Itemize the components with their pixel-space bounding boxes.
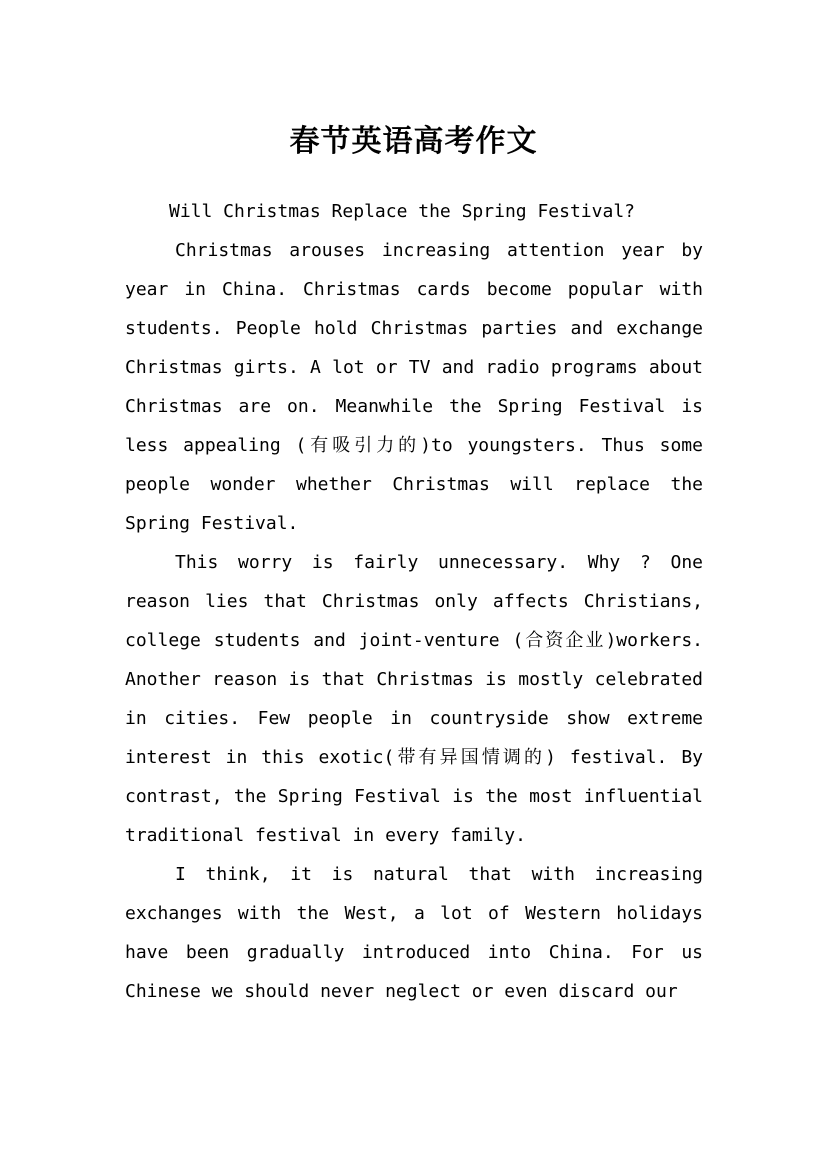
essay-title: Will Christmas Replace the Spring Festival? bbox=[169, 201, 635, 222]
paragraph-1: Christmas arouses increasing attention year by year in China. Christmas cards become popular with students. People hold Christmas parties and exchange Christmas girts. A lot or TV and radio programs about Christmas are on. Meanwhile the Spring Festival is less appealing (有吸引力的)to youngsters. Thus some people wonder whether Christmas will replace the Spring Festival. bbox=[125, 240, 703, 534]
essay-body bbox=[125, 192, 703, 1011]
paragraph-3: I think, it is natural that with increasing exchanges with the West, a lot of Western holidays have been gradually introduced into China. For us Chinese we should never neglect or even discard our bbox=[125, 864, 703, 1002]
paragraph-2: This worry is fairly unnecessary. Why ? One reason lies that Christmas only affects Christians, college students and joint-venture (合资企业)workers. Another reason is that Christmas is mostly celebrated in cities. Few people in countryside show extreme interest in this exotic(带有异国情调的) festival. By contrast, the Spring Festival is the most influential traditional festival in every family. bbox=[125, 552, 703, 846]
page-title: 春节英语高考作文 bbox=[289, 124, 538, 160]
